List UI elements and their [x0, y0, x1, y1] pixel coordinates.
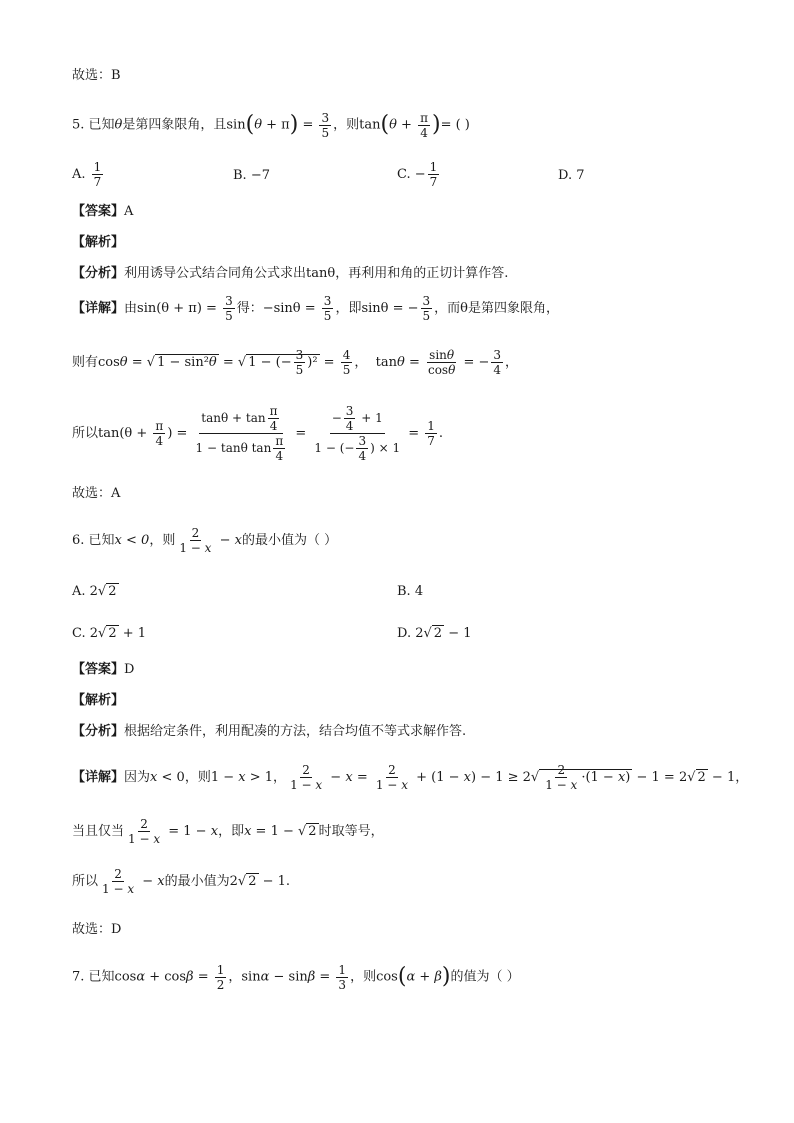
- q5-option-d: D. 7: [558, 168, 585, 183]
- q6-option-c: C. 2√ 2 + 1: [72, 626, 147, 641]
- question-6: 6. 已知x < 0，则 $\frac{2}{1 - x}$ − x的最小值为（ ）: [72, 526, 338, 555]
- q6-option-b: B. 4: [397, 584, 424, 599]
- q5-detail-2: 则有cosθ = √ 1 − sin²θ = √ 1 − (− $\frac{3}{5}$ )² = $\frac{4}{5}$ ， tanθ = $\frac{\sin\theta}{\cos\theta}$ = − $\frac{3}{4}$ ，: [72, 348, 519, 377]
- q6-answer: 【答案】D: [72, 662, 135, 677]
- q5-answer: 【答案】A: [72, 204, 134, 219]
- q5-analysis-heading: 【解析】: [72, 235, 125, 250]
- q6-detail-1: 【详解】因为x < 0，则1 − x > 1， $\frac{2}{1 - x}$ − x = $\frac{2}{1 - x}$ + (1 − x) − 1 ≥ 2√ $\frac{2}{1 - x}$ ·(1 − x) − 1 = 2√ 2 − 1，: [72, 763, 749, 792]
- q5-option-b: B. −7: [233, 168, 270, 183]
- q6-detail-2: 当且仅当 $\frac{2}{1 - x}$ = 1 − x，即x = 1 − √ 2 时取等号，: [72, 817, 384, 846]
- q6-analysis: 【分析】根据给定条件，利用配凑的方法，结合均值不等式求解作答.: [72, 724, 467, 739]
- q6-option-a: A. 2√ 2: [72, 584, 117, 599]
- q5-final-choice: 故选：A: [72, 486, 121, 501]
- q5-option-c: C. − $\frac{1}{7}$: [397, 160, 438, 189]
- q5-detail-1: 【详解】由sin(θ + π) = $\frac{3}{5}$ 得：−sinθ = $\frac{3}{5}$ ，即sinθ = − $\frac{3}{5}$ ，而θ是第四象限角，: [72, 294, 559, 323]
- q6-analysis-heading: 【解析】: [72, 693, 125, 708]
- q6-option-d: D. 2√ 2 − 1: [397, 626, 472, 641]
- q5-option-a: A. $\frac{1}{7}$: [72, 160, 102, 189]
- q6-final-choice: 故选：D: [72, 922, 122, 937]
- answer-choice-line: 故选：B: [72, 68, 121, 83]
- question-5: 5. 已知θ是第四象限角，且sin(θ + π) = $\frac{3}{5}$ ，则tan(θ + $\frac{\pi}{4}$ )= ( ): [72, 110, 470, 140]
- q5-analysis: 【分析】利用诱导公式结合同角公式求出tanθ，再利用和角的正切计算作答.: [72, 266, 509, 281]
- q6-detail-3: 所以 $\frac{2}{1 - x}$ − x的最小值为2√ 2 − 1.: [72, 867, 291, 896]
- q5-detail-3: 所以tan(θ + $\frac{\pi}{4}$ ) = tanθ + tan $\frac{\pi}{4}$ 1 − tanθ tan $\frac{\pi}{4}$ = − $\frac{3}{4}$ + 1 1 − (− $\frac{3}{4}$ ) × 1 = $\frac{1}{7}$ .: [72, 404, 444, 463]
- question-7: 7. 已知cosα + cosβ = $\frac{1}{2}$ ，sinα − sinβ = $\frac{1}{3}$ ，则cos(α + β)的值为（ ）: [72, 962, 520, 992]
